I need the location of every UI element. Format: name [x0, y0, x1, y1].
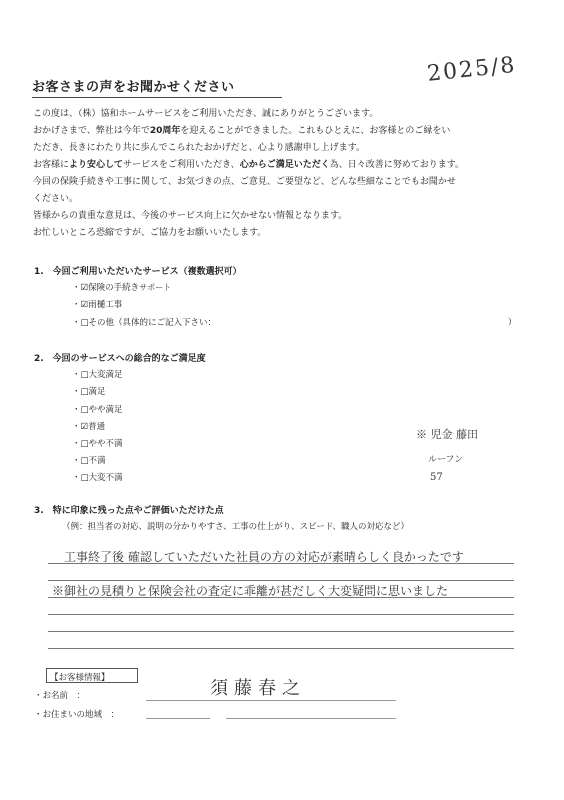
answer-rule [48, 580, 514, 581]
side-note-1: ※ 児金 藤田 [416, 428, 478, 441]
side-note-3: 57 [430, 472, 443, 483]
q3-answer-line-2[interactable]: ※御社の見積りと保険会社の査定に乖離が甚だしく大変疑問に思いました [52, 584, 449, 598]
page-title: お客さまの声をお聞かせください [32, 80, 235, 95]
answer-rule [48, 631, 514, 632]
q2-title: 2. 今回のサービスへの総合的なご満足度 [34, 354, 206, 364]
intro-line-3: ただき、長きにわたり共に歩んでこられたおかげだと、心より感謝申し上げます。 [33, 143, 365, 153]
area-field-rule-2[interactable] [226, 718, 396, 719]
handwritten-date: 2025/8 [426, 52, 518, 87]
side-note-2: ルーフン [428, 455, 464, 465]
q1-option-insurance[interactable]: ・☑保険の手続きサポート [72, 283, 172, 293]
q2-option-neutral[interactable]: ・☑普通 [72, 422, 106, 432]
checkbox-icon: □ [80, 439, 89, 449]
q1-option-gutter[interactable]: ・☑雨樋工事 [72, 300, 123, 310]
intro-line-2: おかげさまで、弊社は今年で20周年を迎えることができました。これもひとえに、お客様とのご縁をい [33, 126, 451, 136]
checkbox-icon: □ [80, 405, 89, 415]
area-field-rule-1[interactable] [146, 718, 210, 719]
handwritten-support: サポート [139, 283, 172, 292]
name-label: ・お名前 ： [34, 691, 86, 701]
q2-option-very-satisfied[interactable]: ・□大変満足 [72, 370, 123, 380]
intro-line-4: お客様により安心してサービスをご利用いただき、心からご満足いただく為、日々改善に努めております。 [33, 160, 464, 170]
q3-answer-line-1[interactable]: 工事終了後 確認していただいた社員の方の対応が素晴らしく良かったです [64, 550, 464, 564]
intro-line-7: 皆様からの貴重な意見は、今後のサービス向上に欠かせない情報となります。 [33, 211, 348, 221]
answer-rule [48, 563, 514, 564]
q2-option-somewhat-satisfied[interactable]: ・□やや満足 [72, 405, 123, 415]
q2-option-dissatisfied[interactable]: ・□不満 [72, 456, 106, 466]
title-underline [32, 97, 282, 98]
answer-rule [48, 648, 514, 649]
intro-line-8: お忙しいところ恐縮ですが、ご協力をお願いいたします。 [33, 228, 267, 238]
area-label: ・お住まいの地域 ： [34, 710, 120, 720]
checkbox-checked-icon: ☑ [80, 283, 89, 293]
name-field-rule [146, 700, 396, 701]
intro-line-1: この度は、（株）協和ホームサービスをご利用いただき、誠にありがとうございます。 [33, 109, 379, 119]
answer-rule [48, 597, 514, 598]
intro-line-5: 今回の保険手続きや工事に関して、お気づきの点、ご意見、ご要望など、どんな些細なことでもお聞かせ [33, 177, 456, 187]
customer-info-header: 【お客様情報】 [50, 673, 110, 683]
name-value[interactable]: 須藤春之 [210, 678, 306, 699]
q3-title: 3. 特に印象に残った点やご評価いただけた点 [34, 506, 224, 516]
checkbox-checked-icon: ☑ [80, 300, 89, 310]
q2-option-very-dissatisfied[interactable]: ・□大変不満 [72, 473, 123, 483]
q1-title: 1. 今回ご利用いただいたサービス（複数選択可） [34, 267, 242, 277]
q1-option-other[interactable]: ・□その他（具体的にご記入下さい： [72, 318, 217, 328]
checkbox-icon: □ [80, 318, 89, 328]
intro-line-6: ください。 [33, 194, 79, 204]
answer-rule [48, 614, 514, 615]
checkbox-icon: □ [80, 456, 89, 466]
q1-other-close: ） [508, 318, 517, 328]
checkbox-icon: □ [80, 473, 89, 483]
q2-option-satisfied[interactable]: ・□満足 [72, 387, 106, 397]
checkbox-checked-icon: ☑ [80, 422, 89, 432]
checkbox-icon: □ [80, 370, 89, 380]
q3-example: （例：担当者の対応、説明の分かりやすさ、工事の仕上がり、スピード、職人の対応など） [62, 522, 410, 532]
checkbox-icon: □ [80, 387, 89, 397]
q2-option-somewhat-dissatisfied[interactable]: ・□やや不満 [72, 439, 123, 449]
